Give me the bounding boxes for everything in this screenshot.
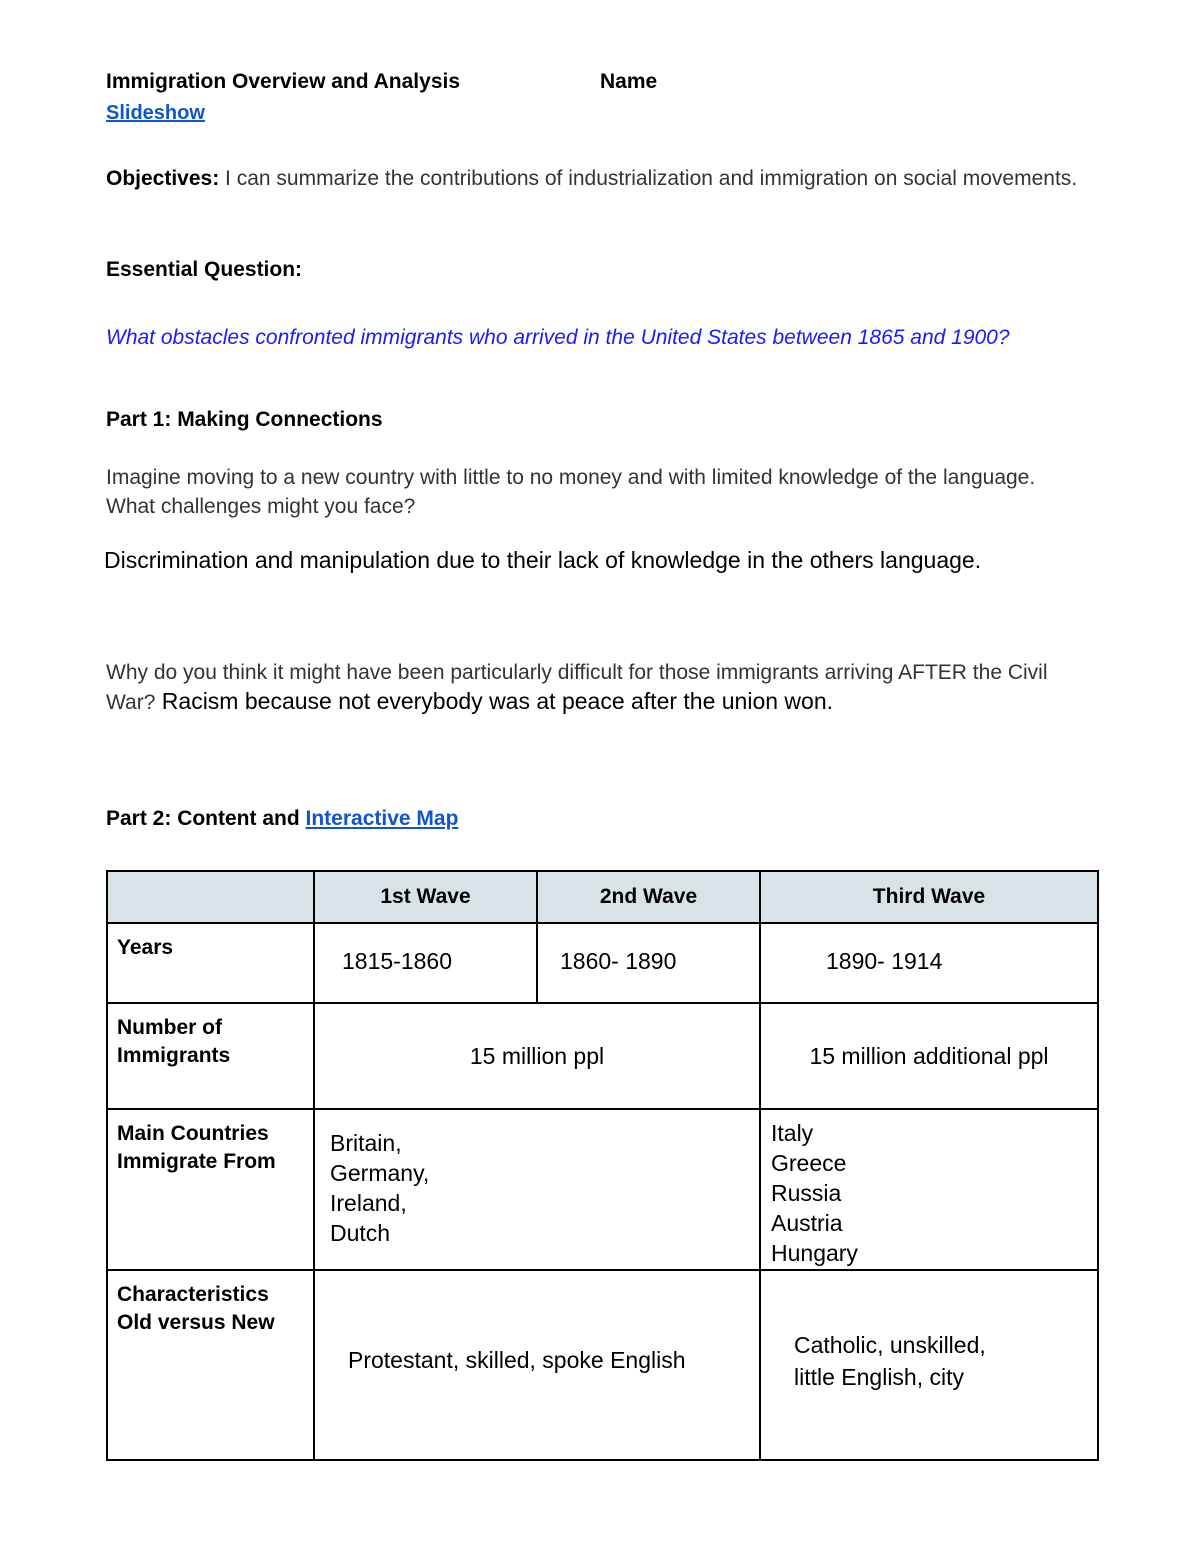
part1-answer-2[interactable]: Racism because not everybody was at peace after the union won. bbox=[155, 688, 834, 714]
slideshow-link[interactable]: Slideshow bbox=[106, 102, 205, 124]
objectives-label: Objectives: bbox=[106, 167, 220, 190]
interactive-map-link[interactable]: Interactive Map bbox=[305, 807, 459, 830]
name-label: Name bbox=[600, 70, 658, 93]
countries-old[interactable] bbox=[314, 1109, 760, 1270]
country-item: Austria bbox=[771, 1210, 843, 1236]
characteristics-new-line1: Catholic, unskilled, bbox=[794, 1332, 986, 1358]
country-item: Italy bbox=[771, 1120, 814, 1146]
objectives bbox=[106, 162, 1086, 195]
header-1st-wave: 1st Wave bbox=[314, 871, 537, 923]
characteristics-new[interactable] bbox=[760, 1270, 1098, 1460]
immigrants-old[interactable]: 15 million ppl bbox=[314, 1003, 760, 1109]
part1-heading: Part 1: Making Connections bbox=[106, 408, 383, 431]
country-item: Ireland, bbox=[330, 1190, 407, 1216]
countries-label-line1: Main Countries bbox=[117, 1122, 269, 1145]
part1-prompt-1: Imagine moving to a new country with little to no money and with limited knowledge of the language. What challenges might you face? bbox=[106, 466, 1036, 518]
country-item: Russia bbox=[771, 1180, 842, 1206]
table-row-years bbox=[107, 923, 1098, 1003]
characteristics-label-line2: Old versus New bbox=[117, 1311, 275, 1334]
immigration-waves-table bbox=[106, 870, 1099, 1461]
immigrants-label bbox=[107, 1003, 314, 1109]
years-third-wave[interactable]: 1890- 1914 bbox=[760, 923, 1098, 1003]
characteristics-label bbox=[107, 1270, 314, 1460]
header-2nd-wave: 2nd Wave bbox=[537, 871, 760, 923]
essential-question-label: Essential Question: bbox=[106, 258, 303, 281]
country-item: Greece bbox=[771, 1150, 847, 1176]
table-row-characteristics bbox=[107, 1270, 1098, 1460]
part2-heading bbox=[106, 807, 458, 831]
immigrants-label-line2: Immigrants bbox=[117, 1044, 231, 1067]
years-second-wave[interactable]: 1860- 1890 bbox=[537, 923, 760, 1003]
header-empty bbox=[107, 871, 314, 923]
characteristics-new-line2: little English, city bbox=[794, 1364, 965, 1390]
table-header-row bbox=[107, 871, 1098, 923]
part1-prompt-2 bbox=[106, 658, 1096, 717]
countries-new[interactable] bbox=[760, 1109, 1098, 1270]
countries-label bbox=[107, 1109, 314, 1270]
country-item: Britain, bbox=[330, 1130, 402, 1156]
essential-question-text: What obstacles confronted immigrants who arrived in the United States between 1865 and 1900? bbox=[106, 326, 1010, 349]
country-item: Hungary bbox=[771, 1240, 858, 1266]
years-first-wave[interactable]: 1815-1860 bbox=[314, 923, 537, 1003]
country-item: Germany, bbox=[330, 1160, 430, 1186]
table-row-countries bbox=[107, 1109, 1098, 1270]
objectives-text: I can summarize the contributions of industrialization and immigration on social movements. bbox=[219, 167, 1078, 190]
country-item: Dutch bbox=[330, 1220, 391, 1246]
document-title: Immigration Overview and Analysis bbox=[106, 70, 461, 93]
countries-label-line2: Immigrate From bbox=[117, 1150, 276, 1173]
header-third-wave: Third Wave bbox=[760, 871, 1098, 923]
part1-prompt-2-text: Why do you think it might have been particularly difficult for those immigrants arriving AFTER the Civil War? bbox=[106, 661, 1048, 714]
immigrants-new[interactable]: 15 million additional ppl bbox=[760, 1003, 1098, 1109]
table-row-immigrants bbox=[107, 1003, 1098, 1109]
characteristics-label-line1: Characteristics bbox=[117, 1283, 269, 1306]
part2-heading-text: Part 2: Content and bbox=[106, 807, 306, 830]
immigrants-label-line1: Number of bbox=[117, 1016, 222, 1039]
years-label: Years bbox=[107, 923, 314, 1003]
characteristics-old[interactable]: Protestant, skilled, spoke English bbox=[314, 1270, 760, 1460]
part1-answer-1[interactable]: Discrimination and manipulation due to their lack of knowledge in the others language. bbox=[104, 547, 982, 573]
